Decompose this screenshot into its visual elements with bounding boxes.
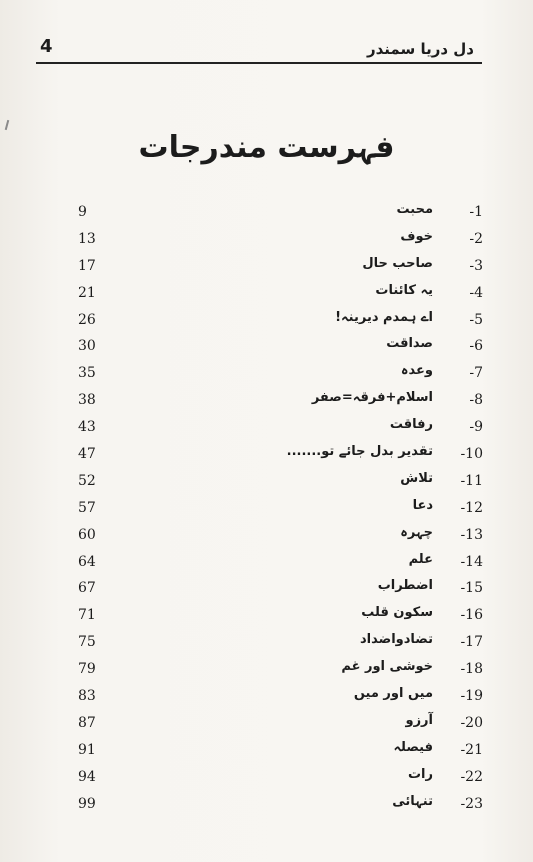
toc-entry-title: رفاقت <box>389 417 433 433</box>
toc-entry-page: 35 <box>78 365 96 382</box>
toc-row <box>0 712 533 742</box>
toc-row <box>0 551 533 581</box>
toc-entry-number: -5 <box>469 311 483 328</box>
page-header <box>36 36 476 64</box>
toc-row <box>0 580 533 607</box>
toc-row <box>0 282 533 312</box>
toc-entry-title: میں اور میں <box>353 686 433 702</box>
toc-entry-number: -12 <box>460 499 483 516</box>
toc-entry-page: 87 <box>78 714 96 731</box>
toc-entry-number: -3 <box>469 257 483 274</box>
toc-row <box>0 255 533 285</box>
toc-entry-page: 67 <box>78 580 96 597</box>
toc-row <box>0 634 533 661</box>
toc-entry-page: 60 <box>78 526 96 543</box>
toc-entry-number: -7 <box>469 365 483 382</box>
toc-entry-title: تقدیر بدل جائے تو....... <box>286 444 433 460</box>
toc-entry-number: -21 <box>460 741 483 758</box>
toc-entry-page: 26 <box>78 311 96 328</box>
toc-entry-title: تضادواضداد <box>360 632 433 648</box>
toc-entry-page: 21 <box>78 284 96 301</box>
toc-entry-number: -15 <box>460 580 483 597</box>
toc-entry-number: -19 <box>460 688 483 705</box>
toc-entry-title: سکون قلب <box>361 605 433 621</box>
toc-row <box>0 419 533 446</box>
toc-entry-page: 83 <box>78 688 96 705</box>
toc-row <box>0 661 533 688</box>
toc-entry-page: 9 <box>78 204 87 220</box>
toc-entry-number: -11 <box>460 472 483 489</box>
toc-row <box>0 470 533 500</box>
toc-title: فہرست مندرجات <box>138 130 395 165</box>
toc-row <box>0 607 533 634</box>
toc-entry-title: صداقت <box>386 336 433 352</box>
toc-entry-title: تلاش <box>400 470 433 486</box>
toc-entry-title: محبت <box>396 202 433 217</box>
toc-entry-title: تنہائی <box>392 793 433 809</box>
toc-entry-number: -8 <box>469 392 483 409</box>
toc-row <box>0 365 533 392</box>
page-number: 4 <box>40 36 53 57</box>
toc-entry-title: علم <box>408 551 433 567</box>
toc-entry-number: -4 <box>469 284 483 301</box>
toc-entry-title: اضطراب <box>377 578 433 594</box>
toc-row <box>0 739 533 769</box>
toc-row <box>0 497 533 527</box>
margin-mark <box>5 120 10 130</box>
toc-entry-page: 91 <box>78 741 96 758</box>
toc-entry-page: 99 <box>78 795 96 812</box>
toc-entry-page: 17 <box>78 257 96 274</box>
toc-entry-title: دعا <box>412 497 433 513</box>
toc-entry-title: اے ہمدم دیرینہ! <box>335 309 433 325</box>
toc-entry-title: یہ کائنات <box>375 282 433 298</box>
toc-entry-number: -23 <box>460 795 483 812</box>
toc-entry-number: -1 <box>469 204 483 220</box>
toc-entry-page: 79 <box>78 661 96 678</box>
toc-entry-number: -16 <box>460 607 483 624</box>
toc-entry-page: 43 <box>78 419 96 436</box>
toc-entry-page: 71 <box>78 607 96 624</box>
toc-entry-number: -18 <box>460 661 483 678</box>
toc-entry-page: 75 <box>78 634 96 651</box>
toc-entry-title: خوف <box>400 228 433 244</box>
toc-entry-title: آرزو <box>405 712 433 728</box>
toc-entry-number: -13 <box>460 526 483 543</box>
toc-entry-page: 47 <box>78 446 96 463</box>
toc-entry-title: خوشی اور غم <box>341 659 433 675</box>
toc-entry-page: 94 <box>78 768 96 785</box>
toc-list <box>0 204 533 822</box>
toc-row <box>0 392 533 419</box>
toc-row <box>0 766 533 796</box>
toc-entry-page: 38 <box>78 392 96 409</box>
toc-entry-number: -2 <box>469 230 483 247</box>
toc-entry-title: اسلام+فرقہ=صفر <box>311 390 433 406</box>
toc-entry-title: چہرہ <box>400 524 433 540</box>
toc-row <box>0 338 533 365</box>
toc-entry-number: -6 <box>469 338 483 355</box>
toc-entry-page: 57 <box>78 499 96 516</box>
toc-row <box>0 524 533 554</box>
header-rule <box>36 62 482 64</box>
toc-row <box>0 228 533 258</box>
toc-row <box>0 688 533 715</box>
toc-row <box>0 204 533 231</box>
toc-row <box>0 793 533 823</box>
toc-entry-number: -14 <box>460 553 483 570</box>
toc-entry-number: -20 <box>460 714 483 731</box>
toc-entry-number: -10 <box>460 446 483 463</box>
toc-entry-number: -22 <box>460 768 483 785</box>
toc-entry-page: 13 <box>78 230 96 247</box>
book-title: دل دریا سمندر <box>367 40 474 58</box>
toc-entry-number: -9 <box>469 419 483 436</box>
toc-entry-number: -17 <box>460 634 483 651</box>
toc-entry-title: رات <box>407 766 433 782</box>
toc-entry-title: صاحب حال <box>362 255 433 271</box>
toc-entry-title: وعدہ <box>400 363 433 379</box>
toc-entry-title: فیصلہ <box>393 739 433 755</box>
toc-row <box>0 446 533 473</box>
toc-entry-page: 52 <box>78 472 96 489</box>
toc-entry-page: 30 <box>78 338 96 355</box>
toc-entry-page: 64 <box>78 553 96 570</box>
toc-row <box>0 309 533 339</box>
